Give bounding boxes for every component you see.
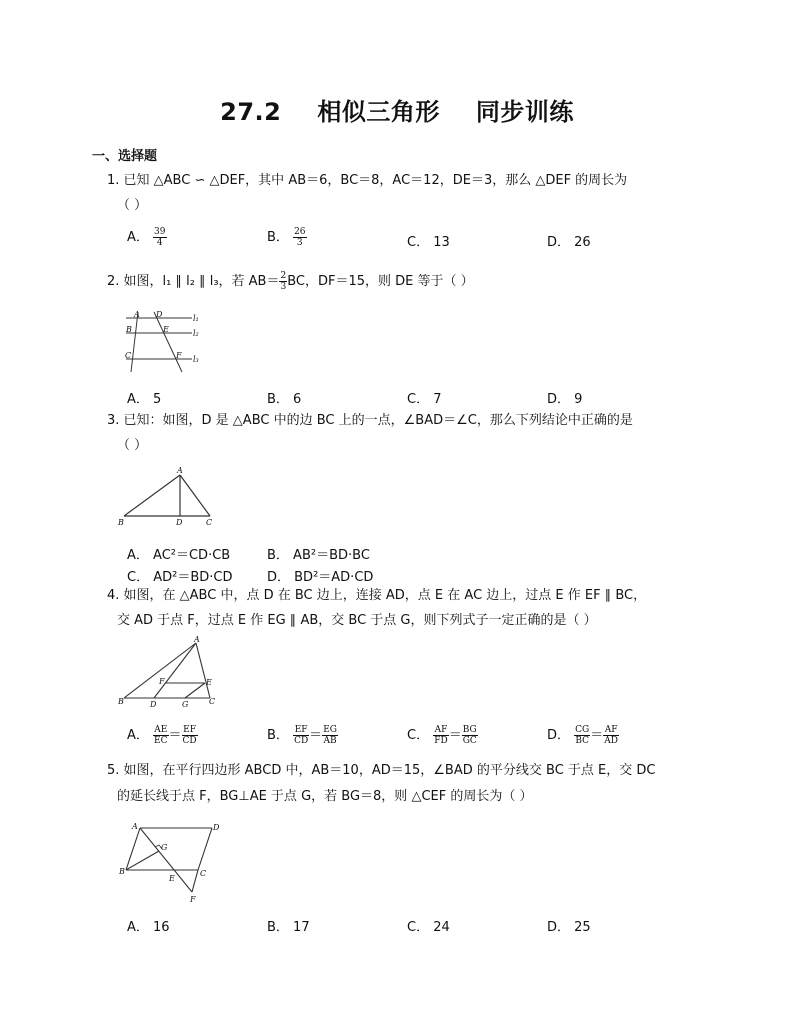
- q4-option-a-label: A．: [127, 728, 149, 743]
- q5-option-d[interactable]: D． 25: [547, 920, 591, 935]
- frac-num: EG: [323, 725, 337, 735]
- q1-option-b[interactable]: [267, 226, 307, 248]
- frac-num: BG: [462, 725, 477, 735]
- q5-fig-label: G: [161, 843, 168, 852]
- q4-option-b-label: B．: [267, 728, 289, 743]
- q1-option-b-label: B．: [267, 230, 289, 245]
- q2-fig-label: l₁: [193, 314, 199, 323]
- q1-option-c[interactable]: C． 13: [407, 235, 450, 250]
- q5-option-a[interactable]: A． 16: [127, 920, 170, 935]
- page-title: [0, 92, 794, 127]
- frac-num: AF: [604, 725, 618, 735]
- q3-option-d[interactable]: D． BD²＝AD·CD: [267, 570, 374, 585]
- q4-option-d-label: D．: [547, 728, 571, 743]
- fraction: [153, 725, 168, 746]
- q3-figure: [116, 464, 220, 530]
- q2-stem-pre: 2. 如图，l₁ ∥ l₂ ∥ l₃，若 AB＝: [107, 274, 280, 289]
- q5-stem-line1: 5. 如图，在平行四边形 ABCD 中，AB＝10，AD＝15，∠BAD 的平分线交 BC 于点 E，交 DC: [107, 763, 656, 778]
- q1-option-a-fraction: [153, 227, 166, 248]
- q4-stem-line1: 4. 如图，在 △ABC 中，点 D 在 BC 边上，连接 AD，点 E 在 AC 边上，过点 E 作 EF ∥ BC，: [107, 588, 647, 603]
- frac-den: 3: [280, 282, 287, 292]
- frac-den: BC: [575, 736, 590, 746]
- q4-option-d[interactable]: [547, 724, 619, 746]
- q2-fig-label: C: [125, 351, 132, 360]
- q4-option-b[interactable]: [267, 724, 338, 746]
- q4-option-c-label: C．: [407, 728, 430, 743]
- q3-blank: （ ）: [117, 438, 148, 453]
- equals-sign: ＝: [168, 728, 182, 743]
- q2-fig-label: E: [163, 325, 169, 334]
- title-number: 27.2: [220, 98, 282, 126]
- q5-fig-label: B: [119, 867, 125, 876]
- q5-stem-line2: 的延长线于点 F，BG⊥AE 于点 G，若 BG＝8，则 △CEF 的周长为（ ）: [117, 789, 533, 804]
- frac-den: 3: [296, 238, 303, 248]
- title-sub: 同步训练: [475, 98, 574, 126]
- q5-option-b[interactable]: B． 17: [267, 920, 310, 935]
- q2-option-b[interactable]: B． 6: [267, 392, 302, 407]
- q2-fig-label: B: [126, 325, 132, 334]
- q4-fig-label: E: [206, 678, 212, 687]
- q3-stem: 3. 已知：如图，D 是 △ABC 中的边 BC 上的一点，∠BAD＝∠C，那么下列结论中正确的是: [107, 413, 633, 428]
- q3-option-c[interactable]: C． AD²＝BD·CD: [127, 570, 233, 585]
- q5-option-c[interactable]: C． 24: [407, 920, 450, 935]
- q5-fig-label: E: [169, 874, 175, 883]
- frac-num: EF: [294, 725, 308, 735]
- q3-fig-label: B: [118, 518, 124, 527]
- q1-option-a[interactable]: [127, 226, 167, 248]
- fraction: [293, 725, 309, 746]
- frac-den: CD: [182, 736, 197, 746]
- q5-fig-label: C: [200, 869, 207, 878]
- q5-fig-label: F: [190, 895, 196, 904]
- q3-fig-label: A: [177, 466, 183, 475]
- frac-num: AE: [154, 725, 168, 735]
- title-main: 相似三角形: [317, 98, 440, 126]
- q4-fig-label: F: [159, 677, 165, 686]
- q4-fig-label: C: [209, 697, 216, 706]
- q4-option-c[interactable]: [407, 724, 478, 746]
- fraction: [462, 725, 478, 746]
- q2-option-c[interactable]: C． 7: [407, 392, 442, 407]
- frac-num: 26: [294, 227, 306, 237]
- q2-figure: [118, 306, 202, 378]
- q4-fig-label: G: [182, 700, 189, 709]
- q3-option-b[interactable]: B． AB²＝BD·BC: [267, 548, 370, 563]
- q4-figure: [116, 636, 220, 710]
- frac-num: CG: [575, 725, 590, 735]
- q2-fig-label: l₃: [193, 355, 199, 364]
- frac-num: EF: [183, 725, 196, 735]
- frac-den: 4: [156, 238, 163, 248]
- q1-stem: 1. 已知 △ABC ∽ △DEF，其中 AB＝6，BC＝8，AC＝12，DE＝3，那么 △DEF 的周长为: [107, 173, 628, 188]
- q5-figure: [116, 818, 228, 908]
- q2-option-d[interactable]: D． 9: [547, 392, 583, 407]
- q2-option-a[interactable]: A． 5: [127, 392, 162, 407]
- q2-stem-post: BC，DF＝15，则 DE 等于（ ）: [287, 274, 474, 289]
- q3-fig-label: D: [176, 518, 183, 527]
- equals-sign: ＝: [448, 728, 462, 743]
- q2-fig-label: A: [134, 310, 140, 319]
- frac-den: EC: [154, 736, 168, 746]
- q4-stem-line2: 交 AD 于点 F，过点 E 作 EG ∥ AB，交 BC 于点 G，则下列式子一定正确的是（ ）: [117, 613, 597, 628]
- frac-den: AB: [323, 736, 337, 746]
- q3-fig-label: C: [206, 518, 213, 527]
- fraction: [182, 725, 198, 746]
- frac-num: AF: [434, 725, 448, 735]
- q4-fig-label: A: [194, 636, 200, 644]
- frac-den: AD: [604, 736, 618, 746]
- q3-option-a[interactable]: A． AC²＝CD·CB: [127, 548, 231, 563]
- q1-blank: （ ）: [117, 198, 148, 213]
- q2-fig-label: D: [156, 310, 163, 319]
- q1-option-b-fraction: [293, 227, 306, 248]
- fraction: [574, 725, 590, 746]
- q2-fig-label: F: [176, 351, 182, 360]
- frac-den: FD: [434, 736, 448, 746]
- q1-option-a-label: A．: [127, 230, 149, 245]
- q4-option-a[interactable]: [127, 724, 198, 746]
- q2-fig-label: l₂: [193, 329, 199, 338]
- frac-num: 39: [154, 227, 166, 237]
- frac-den: GC: [462, 736, 477, 746]
- frac-den: CD: [294, 736, 309, 746]
- q2-stem: [107, 271, 727, 293]
- section-heading: 一、选择题: [92, 149, 158, 164]
- equals-sign: ＝: [590, 728, 604, 743]
- q4-fig-label: D: [150, 700, 157, 709]
- fraction: [603, 725, 619, 746]
- q5-fig-label: D: [213, 823, 220, 832]
- q5-fig-label: A: [132, 822, 138, 831]
- fraction: [433, 725, 448, 746]
- frac-num: 2: [280, 271, 287, 281]
- q4-fig-label: B: [118, 697, 124, 706]
- equals-sign: ＝: [309, 728, 323, 743]
- fraction: [322, 725, 338, 746]
- q1-option-d[interactable]: D． 26: [547, 235, 591, 250]
